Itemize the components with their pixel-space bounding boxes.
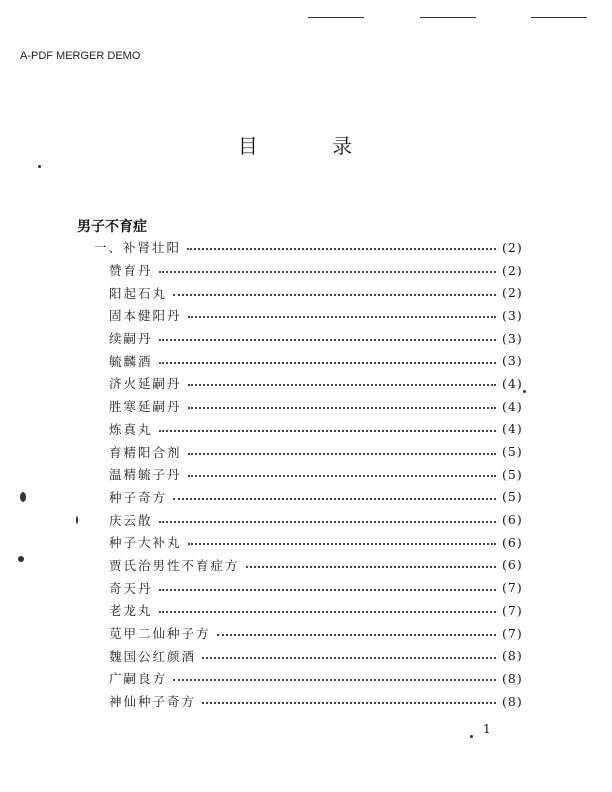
- toc-entry[interactable]: [0, 327, 612, 350]
- dot-leader: [173, 679, 496, 681]
- toc-entry[interactable]: [0, 236, 612, 259]
- toc-entry-page: (3): [502, 353, 523, 369]
- toc-entry-page: (6): [502, 534, 523, 550]
- toc-entry-page: (8): [502, 693, 523, 709]
- dot-leader: [217, 634, 496, 636]
- dot-leader: [173, 294, 496, 296]
- toc-entry-page: (8): [502, 648, 523, 664]
- toc-entry[interactable]: [0, 508, 612, 531]
- toc-entry[interactable]: [0, 644, 612, 667]
- toc-entry[interactable]: [0, 304, 612, 327]
- toc-entry-page: (4): [502, 421, 523, 437]
- toc-entry-page: (5): [502, 444, 523, 460]
- dot-leader: [188, 407, 496, 409]
- toc-entry-page: (2): [502, 262, 523, 278]
- toc-entry[interactable]: [0, 440, 612, 463]
- toc-entry-label: 种子奇方: [109, 489, 168, 505]
- toc-entry[interactable]: [0, 259, 612, 282]
- toc-entry-page: (2): [502, 239, 523, 255]
- dot-leader: [202, 702, 496, 704]
- section-heading: 男子不育症: [77, 219, 147, 235]
- dot-leader: [173, 498, 496, 500]
- toc-entry-label: 续嗣丹: [109, 331, 153, 347]
- toc-entry[interactable]: [0, 486, 612, 509]
- header-rule-3: [531, 17, 587, 18]
- toc-entry-label: 炼真丸: [109, 421, 153, 437]
- scan-speck: [38, 165, 41, 168]
- toc-entry-label: 毓麟酒: [109, 353, 153, 369]
- toc-entry-page: (3): [502, 330, 523, 346]
- toc-entry[interactable]: [0, 531, 612, 554]
- toc-entry-label: 魏国公红颜酒: [109, 648, 197, 664]
- toc-entry-page: (4): [502, 398, 523, 414]
- toc-entry-label: 阳起石丸: [109, 285, 168, 301]
- toc-entry-page: (7): [502, 580, 523, 596]
- toc-entry-page: (6): [502, 512, 523, 528]
- dot-leader: [159, 521, 496, 523]
- dot-leader: [159, 611, 496, 613]
- toc-entry[interactable]: [0, 395, 612, 418]
- header-rule-2: [420, 17, 476, 18]
- toc-entry-page: (5): [502, 466, 523, 482]
- toc-entry-label: 苋甲二仙种子方: [109, 626, 211, 642]
- scan-speck: [523, 390, 526, 393]
- toc-entry-label: 种子大补丸: [109, 535, 182, 551]
- toc-entry-label: 奇天丹: [109, 580, 153, 596]
- toc-entry-page: (6): [502, 557, 523, 573]
- toc-entry-label: 济火延嗣丹: [109, 376, 182, 392]
- toc-entry-page: (2): [502, 285, 523, 301]
- dot-leader: [159, 589, 496, 591]
- dot-leader: [246, 566, 496, 568]
- toc-entry[interactable]: [0, 622, 612, 645]
- toc-entry[interactable]: [0, 372, 612, 395]
- dot-leader: [188, 543, 496, 545]
- page-number: 1: [483, 722, 491, 736]
- toc-entry-label: 育精阳合剂: [109, 444, 182, 460]
- toc-entry[interactable]: [0, 690, 612, 713]
- toc-entry[interactable]: [0, 418, 612, 441]
- dot-leader: [187, 248, 496, 250]
- scan-speck: [76, 516, 78, 524]
- dot-leader: [188, 384, 496, 386]
- dot-leader: [159, 430, 496, 432]
- toc-entry-page: (7): [502, 602, 523, 618]
- toc-entry-label: 温精毓子丹: [109, 467, 182, 483]
- toc-entry-page: (4): [502, 375, 523, 391]
- toc-entry-label: 胜寒延嗣丹: [109, 399, 182, 415]
- toc-entry-label: 一、补肾壮阳: [94, 240, 182, 256]
- toc-entry-label: 神仙种子奇方: [109, 694, 197, 710]
- dot-leader: [159, 362, 496, 364]
- page-title: 目 录: [237, 134, 387, 158]
- toc-entry[interactable]: [0, 554, 612, 577]
- toc-entry[interactable]: [0, 576, 612, 599]
- toc-entry-label: 赞育丹: [109, 263, 153, 279]
- dot-leader: [188, 475, 496, 477]
- toc-entry-label: 贾氏治男性不育症方: [109, 557, 240, 573]
- toc-entry[interactable]: [0, 667, 612, 690]
- toc-entry-label: 固本健阳丹: [109, 308, 182, 324]
- dot-leader: [188, 453, 496, 455]
- toc-entry-page: (8): [502, 670, 523, 686]
- toc-entry-label: 广嗣良方: [109, 671, 168, 687]
- table-of-contents: [0, 236, 612, 712]
- header-rule-1: [308, 17, 364, 18]
- watermark-text: A-PDF MERGER DEMO: [20, 50, 141, 62]
- scan-speck: [470, 735, 473, 738]
- scan-speck: [20, 492, 26, 502]
- toc-entry[interactable]: [0, 463, 612, 486]
- scan-speck: [18, 556, 24, 562]
- dot-leader: [202, 657, 496, 659]
- toc-entry[interactable]: [0, 599, 612, 622]
- toc-entry-label: 老龙丸: [109, 603, 153, 619]
- toc-entry-label: 庆云散: [109, 512, 153, 528]
- toc-entry[interactable]: [0, 281, 612, 304]
- toc-entry-page: (5): [502, 489, 523, 505]
- toc-entry-page: (7): [502, 625, 523, 641]
- toc-entry[interactable]: [0, 349, 612, 372]
- dot-leader: [159, 339, 496, 341]
- toc-entry-page: (3): [502, 307, 523, 323]
- dot-leader: [188, 316, 496, 318]
- dot-leader: [159, 271, 496, 273]
